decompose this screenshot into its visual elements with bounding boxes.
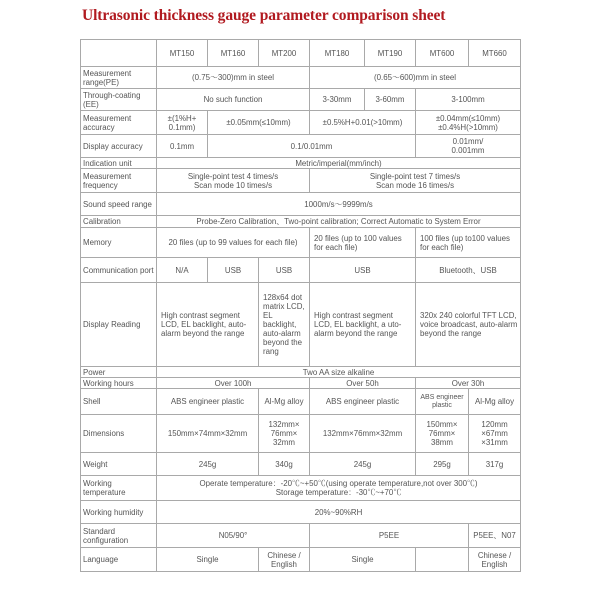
row-sound-speed <box>81 193 521 216</box>
cell-value: Single <box>310 548 416 572</box>
cell-value: Metric/imperial(mm/inch) <box>157 158 521 169</box>
cell-value: 245g <box>310 453 416 476</box>
cell-value: P5EE <box>310 524 469 548</box>
cell-value: Bluetooth、USB <box>416 258 521 283</box>
cell-value: ABS engineer plastic <box>310 389 416 415</box>
model-mt200: MT200 <box>259 40 310 67</box>
model-mt190: MT190 <box>365 40 416 67</box>
cell-value: Probe-Zero Calibration、Two-point calibration; Correct Automatic to System Error <box>157 216 521 228</box>
cell-value: 3-100mm <box>416 89 521 111</box>
cell-value <box>416 111 521 135</box>
model-mt600: MT600 <box>416 40 469 67</box>
row-display-accuracy <box>81 135 521 158</box>
cell-value: 150mm×74mm×32mm <box>157 415 259 453</box>
cell-value: 100 files (up to100 values for each file) <box>416 228 521 258</box>
cell-value <box>310 169 521 193</box>
cell-value: Chinese / English <box>469 548 521 572</box>
cell-value: Single <box>157 548 259 572</box>
cell-value: 1000m/s～9999m/s <box>157 193 521 216</box>
row-memory <box>81 228 521 258</box>
cell-value: 0.1/0.01mm <box>208 135 416 158</box>
cell-value: Al-Mg alloy <box>469 389 521 415</box>
cell-value: High contrast segment LCD, EL backlight, a uto-alarm beyond the range <box>310 283 416 367</box>
cell-value <box>416 548 469 572</box>
cell-value: (0.75～300)mm in steel <box>157 67 310 89</box>
row-label: Sound speed range <box>81 193 157 216</box>
cell-line: ±0.4%H(>10mm) <box>438 122 498 132</box>
header-blank-cell <box>81 40 157 67</box>
cell-value: USB <box>259 258 310 283</box>
cell-line: Scan mode 10 times/s <box>193 180 273 190</box>
cell-value: N/A <box>157 258 208 283</box>
row-language <box>81 548 521 572</box>
cell-value: 0.1mm <box>157 135 208 158</box>
model-mt660: MT660 <box>469 40 521 67</box>
header-row <box>81 40 521 67</box>
cell-line: 0.01mm/ <box>452 137 484 146</box>
cell-value: Al-Mg alloy <box>259 389 310 415</box>
row-label: Calibration <box>81 216 157 228</box>
cell-value: No such function <box>157 89 310 111</box>
row-label: Measurement range(PE) <box>81 67 157 89</box>
model-mt180: MT180 <box>310 40 365 67</box>
row-label: Through-coating (EE) <box>81 89 157 111</box>
cell-line: Single-point test 7 times/s <box>369 171 461 181</box>
row-label: Weight <box>81 453 157 476</box>
parameter-comparison-table <box>80 39 521 572</box>
cell-value: 132mm× 76mm× 32mm <box>259 415 310 453</box>
cell-value: 340g <box>259 453 310 476</box>
row-label: Measurement accuracy <box>81 111 157 135</box>
row-label: Communication port <box>81 258 157 283</box>
row-working-temperature <box>81 476 521 501</box>
row-shell <box>81 389 521 415</box>
row-label: Indication unit <box>81 158 157 169</box>
cell-line: Scan mode 16 times/s <box>375 180 455 190</box>
cell-value: USB <box>208 258 259 283</box>
cell-value: ±(1%H+ 0.1mm) <box>157 111 208 135</box>
row-label: Dimensions <box>81 415 157 453</box>
cell-value: 120mm ×67mm ×31mm <box>469 415 521 453</box>
cell-value: Over 30h <box>416 378 521 389</box>
cell-value: USB <box>310 258 416 283</box>
row-label: Language <box>81 548 157 572</box>
cell-value: Chinese / English <box>259 548 310 572</box>
row-measurement-range <box>81 67 521 89</box>
cell-value <box>157 169 310 193</box>
cell-value: Two AA size alkaline <box>157 367 521 378</box>
row-label: Working hours <box>81 378 157 389</box>
row-indication-unit <box>81 158 521 169</box>
row-working-hours <box>81 378 521 389</box>
row-label: Standard configuration <box>81 524 157 548</box>
cell-value: High contrast segment LCD, EL backlight, auto-alarm beyond the range <box>157 283 259 367</box>
cell-line: Storage temperature：-30℃~+70℃ <box>275 488 402 497</box>
cell-value: ±0.5%H+0.01(>10mm) <box>310 111 416 135</box>
cell-value: 20 files (up to 100 values for each file) <box>310 228 416 258</box>
row-power <box>81 367 521 378</box>
cell-value: 317g <box>469 453 521 476</box>
model-mt150: MT150 <box>157 40 208 67</box>
row-dimensions <box>81 415 521 453</box>
cell-value: ±0.05mm(≤10mm) <box>208 111 310 135</box>
row-weight <box>81 453 521 476</box>
row-display-reading <box>81 283 521 367</box>
cell-value <box>416 135 521 158</box>
row-label: Display Reading <box>81 283 157 367</box>
row-label: Display accuracy <box>81 135 157 158</box>
cell-value: Over 50h <box>310 378 416 389</box>
cell-line: Single-point test 4 times/s <box>187 171 279 181</box>
row-calibration <box>81 216 521 228</box>
cell-value: 245g <box>157 453 259 476</box>
cell-line: ±0.04mm(≤10mm) <box>435 113 501 123</box>
cell-value: 132mm×76mm×32mm <box>310 415 416 453</box>
cell-value: P5EE、N07 <box>469 524 521 548</box>
cell-value: 20 files (up to 99 values for each file) <box>157 228 310 258</box>
cell-value: (0.65～600)mm in steel <box>310 67 521 89</box>
row-label: Working temperature <box>81 476 157 501</box>
model-mt160: MT160 <box>208 40 259 67</box>
cell-value: ABS engineer plastic <box>416 389 469 415</box>
row-label: Memory <box>81 228 157 258</box>
cell-value: Over 100h <box>157 378 310 389</box>
document-title: Ultrasonic thickness gauge parameter comparison sheet <box>82 7 446 24</box>
cell-line: 0.001mm <box>451 146 485 155</box>
row-measurement-accuracy <box>81 111 521 135</box>
cell-value <box>157 476 521 501</box>
cell-value: 320x 240 colorful TFT LCD, voice broadcast, auto-alarm beyond the range <box>416 283 521 367</box>
cell-value: 150mm× 76mm× 38mm <box>416 415 469 453</box>
row-standard-configuration <box>81 524 521 548</box>
cell-value: 128x64 dot matrix LCD, EL backlight, auto-alarm beyond the rang <box>259 283 310 367</box>
cell-line: Operate temperature：-20℃~+50℃(using operate temperature,not over 300℃) <box>199 479 478 488</box>
row-measurement-frequency <box>81 169 521 193</box>
row-label: Measurement frequency <box>81 169 157 193</box>
cell-value: 20%~90%RH <box>157 501 521 524</box>
cell-value: ABS engineer plastic <box>157 389 259 415</box>
row-label: Shell <box>81 389 157 415</box>
row-working-humidity <box>81 501 521 524</box>
cell-value: 3-30mm <box>310 89 365 111</box>
cell-value: 295g <box>416 453 469 476</box>
row-label: Working humidity <box>81 501 157 524</box>
row-label: Power <box>81 367 157 378</box>
row-through-coating <box>81 89 521 111</box>
cell-value: 3-60mm <box>365 89 416 111</box>
cell-value: N05/90° <box>157 524 310 548</box>
row-communication-port <box>81 258 521 283</box>
